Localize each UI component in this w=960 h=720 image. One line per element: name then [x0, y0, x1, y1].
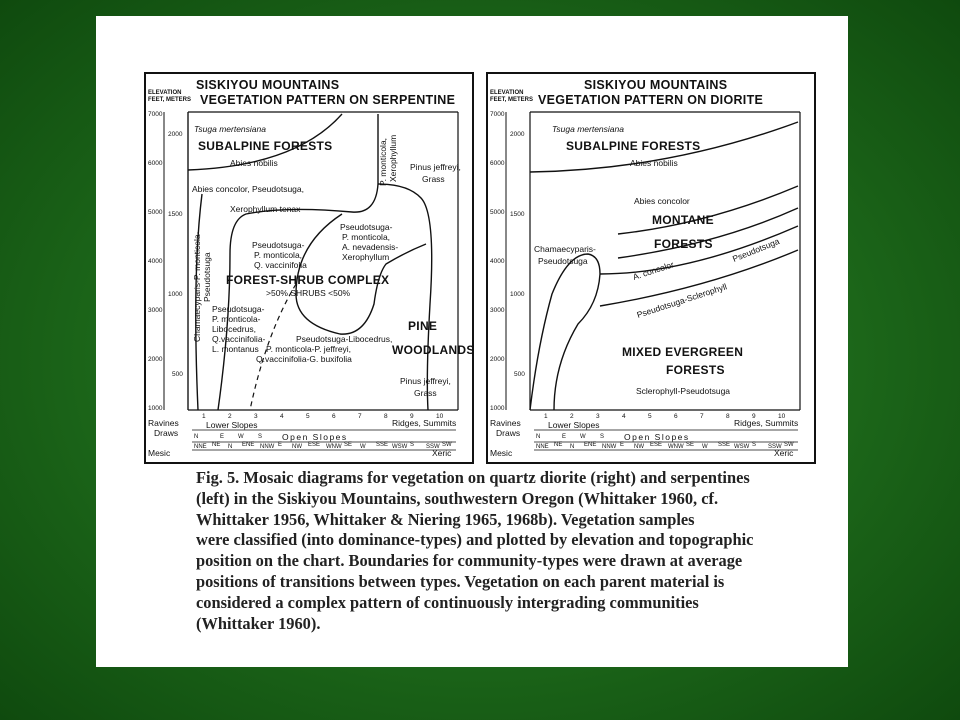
compass-label: NNW: [602, 444, 617, 450]
right-meter-ticks: [510, 131, 525, 378]
label-pseudotsuga-d: Pseudotsuga-Libocedrus,: [296, 334, 393, 344]
label-subalpine-forests: SUBALPINE FORESTS: [566, 139, 701, 153]
label-chamaecyparis-vertical: Chamaecyparis-P. monticola-: [192, 231, 202, 342]
caption-line: Fig. 5. Mosaic diagrams for vegetation on quartz diorite (right) and serpentines: [196, 468, 750, 487]
compass-label: W: [702, 444, 708, 450]
label-q-vaccinifolia-c: Q.vaccinifolia-: [212, 334, 266, 344]
label-pseudotsuga-vertical: Pseudotsuga: [202, 252, 212, 302]
left-gradient-axis: [148, 413, 456, 458]
label-q-vaccinifolia-d: Q.vaccinifolia-G. buxifolia: [256, 354, 352, 364]
label-q-vaccinifolia-b: Q. vaccinifolia: [254, 260, 307, 270]
compass-label: N: [570, 444, 575, 450]
feet-tick: 4000: [490, 258, 505, 265]
label-tsuga: Tsuga mertensiana: [194, 124, 266, 134]
compass-label: SSW: [426, 444, 440, 450]
compass-label: SE: [344, 442, 353, 448]
gradient-tick: 1: [202, 413, 206, 420]
label-abies-nobilis: Abies nobilis: [230, 158, 278, 168]
gradient-tick: 4: [280, 413, 284, 420]
label-l-montanus: L. montanus: [212, 344, 259, 354]
gradient-tick: 7: [700, 413, 704, 420]
compass-label: ENE: [584, 442, 597, 448]
feet-tick: 6000: [148, 160, 163, 167]
gradient-tick: 8: [384, 413, 388, 420]
compass-label: NE: [212, 442, 221, 448]
compass-label: S: [258, 434, 263, 440]
compass-label: E: [620, 442, 625, 448]
label-pinus-jeffreyi-top: Pinus jeffreyi,: [410, 162, 461, 172]
label-open-slopes: Open Slopes: [624, 432, 690, 442]
compass-label: NNE: [194, 444, 207, 450]
label-draws: Draws: [496, 428, 521, 438]
label-draws: Draws: [154, 428, 179, 438]
meter-tick: 500: [514, 371, 525, 378]
compass-label: NW: [292, 444, 302, 450]
label-p-monticola-b: P. monticola,: [254, 250, 303, 260]
caption-line: were classified (into dominance-types) and plotted by elevation and topographic: [196, 530, 754, 550]
label-forests: FORESTS: [654, 237, 713, 251]
diorite-diagram: [486, 72, 816, 464]
feet-tick: 2000: [148, 356, 163, 363]
compass-label: SW: [784, 442, 794, 448]
compass-label: NNE: [536, 444, 549, 450]
caption-line: considered a complex pattern of continuously intergrading communities: [196, 592, 699, 612]
label-pseudotsuga-c: Pseudotsuga-: [212, 304, 265, 314]
label-xerophyllum-a: Xerophyllum: [342, 252, 390, 262]
compass-label: W: [360, 444, 366, 450]
label-woodlands: WOODLANDS: [392, 343, 472, 357]
label-p-monticola-d: P. monticola-P. jeffreyi,: [266, 344, 352, 354]
figure-caption: [196, 468, 816, 634]
gradient-tick: 9: [410, 413, 414, 420]
gradient-tick: 10: [778, 413, 786, 420]
compass-label: E: [278, 442, 283, 448]
feet-tick: 7000: [490, 111, 505, 118]
feet-tick: 5000: [490, 209, 505, 216]
compass-label: NW: [634, 444, 644, 450]
left-feet-ticks: [148, 111, 163, 412]
right-elevation-unit-label: FEET, METERS: [490, 97, 534, 103]
label-mesic: Mesic: [148, 448, 171, 458]
compass-label: W: [238, 434, 244, 440]
label-pseudotsuga-cham: Pseudotsuga: [538, 256, 588, 266]
feet-tick: 6000: [490, 160, 505, 167]
compass-label: S: [410, 442, 415, 448]
label-mixed-evergreen: MIXED EVERGREEN: [622, 345, 744, 359]
label-chamaecyparis: Chamaecyparis-: [534, 244, 596, 254]
compass-label: WNW: [668, 444, 684, 450]
meter-tick: 1000: [168, 291, 183, 298]
label-sclerophyll-pseudotsuga: Sclerophyll-Pseudotsuga: [636, 386, 731, 396]
feet-tick: 2000: [490, 356, 505, 363]
gradient-tick: 7: [358, 413, 362, 420]
label-xerophyllum-tenax: Xerophyllum tenax: [230, 204, 301, 214]
gradient-tick: 8: [726, 413, 730, 420]
caption-line: position on the chart. Boundaries for community-types were drawn at average: [196, 551, 743, 571]
label-pine: PINE: [408, 319, 438, 333]
label-mesic: Mesic: [490, 448, 513, 458]
label-xeric: Xeric: [432, 448, 452, 458]
feet-tick: 3000: [148, 307, 163, 314]
label-pseudotsuga-sclerophyll: Pseudotsuga-Sclerophyll: [635, 281, 729, 320]
label-tsuga: Tsuga mertensiana: [552, 124, 624, 134]
label-ravines: Ravines: [148, 418, 179, 428]
label-a-concolor: A. concolor: [631, 259, 676, 282]
caption-line: (Whittaker 1960).: [196, 613, 321, 633]
caption-line: Whittaker 1956, Whittaker & Niering 1965, 1968b). Vegetation samples: [196, 509, 695, 529]
compass-label: E: [220, 434, 225, 440]
label-shrubs-threshold: >50% SHRUBS <50%: [266, 288, 351, 298]
diorite-diagram-svg: [488, 74, 814, 462]
compass-label: E: [562, 434, 567, 440]
label-pseudotsuga-b: Pseudotsuga-: [252, 240, 305, 250]
compass-label: NNW: [260, 444, 275, 450]
caption-line: positions of transitions between types. Vegetation on each parent material is: [196, 571, 725, 591]
label-ravines: Ravines: [490, 418, 521, 428]
label-grass-top: Grass: [422, 174, 445, 184]
boundary-line: [530, 254, 600, 410]
gradient-tick: 3: [254, 413, 258, 420]
gradient-tick: 6: [332, 413, 336, 420]
gradient-tick: 1: [544, 413, 548, 420]
label-pinus-jeffreyi-bottom: Pinus jeffreyi,: [400, 376, 451, 386]
right-title-line1: SISKIYOU MOUNTAINS: [584, 78, 728, 92]
label-pseudotsuga: Pseudotsuga: [731, 235, 781, 264]
compass-label: ESE: [650, 442, 663, 448]
meter-tick: 1500: [510, 211, 525, 218]
gradient-tick: 10: [436, 413, 444, 420]
gradient-tick: 9: [752, 413, 756, 420]
meter-tick: 1500: [168, 211, 183, 218]
right-title-line2: VEGETATION PATTERN ON DIORITE: [538, 93, 764, 107]
compass-label: WNW: [326, 444, 342, 450]
meter-tick: 1000: [510, 291, 525, 298]
left-title-line1: SISKIYOU MOUNTAINS: [196, 78, 340, 92]
label-pseudotsuga-a: Pseudotsuga-: [340, 222, 393, 232]
serpentine-diagram: [144, 72, 474, 464]
compass-label: WSW: [734, 444, 750, 450]
compass-label: S: [600, 434, 605, 440]
label-grass-bottom: Grass: [414, 388, 437, 398]
meter-tick: 2000: [168, 131, 183, 138]
gradient-tick: 6: [674, 413, 678, 420]
label-mixed-forests: FORESTS: [666, 363, 725, 377]
compass-label: N: [536, 434, 541, 440]
compass-label: SSE: [376, 442, 389, 448]
gradient-tick: 2: [570, 413, 574, 420]
right-gradient-axis: [490, 413, 798, 458]
gradient-tick: 2: [228, 413, 232, 420]
compass-label: S: [752, 442, 757, 448]
label-p-monticola: P. monticola,: [378, 137, 388, 186]
serpentine-diagram-svg: [146, 74, 472, 462]
label-abies-concolor: Abies concolor, Pseudotsuga,: [192, 184, 304, 194]
feet-tick: 5000: [148, 209, 163, 216]
label-abies-nobilis: Abies nobilis: [630, 158, 678, 168]
feet-tick: 3000: [490, 307, 505, 314]
label-abies-concolor: Abies concolor: [634, 196, 690, 206]
label-a-nevadensis: A. nevadensis-: [342, 242, 399, 252]
compass-label: SSW: [768, 444, 782, 450]
feet-tick: 7000: [148, 111, 163, 118]
feet-tick: 1000: [490, 405, 505, 412]
label-xeric: Xeric: [774, 448, 794, 458]
label-lower-slopes: Lower Slopes: [206, 420, 258, 430]
right-elevation-label: ELEVATION: [490, 90, 524, 96]
label-montane: MONTANE: [652, 213, 714, 227]
gradient-tick: 5: [648, 413, 652, 420]
label-p-monticola-c: P. monticola-: [212, 314, 261, 324]
label-subalpine-forests: SUBALPINE FORESTS: [198, 139, 333, 153]
caption-line: (left) in the Siskiyou Mountains, southwestern Oregon (Whittaker 1960, cf.: [196, 488, 719, 508]
label-ridges-summits: Ridges, Summits: [734, 418, 799, 428]
label-forest-shrub-complex: FOREST-SHRUB COMPLEX: [226, 273, 390, 287]
compass-label: N: [194, 434, 199, 440]
label-open-slopes: Open Slopes: [282, 432, 348, 442]
feet-tick: 1000: [148, 405, 163, 412]
compass-label: W: [580, 434, 586, 440]
gradient-tick: 3: [596, 413, 600, 420]
compass-label: ENE: [242, 442, 255, 448]
slide: [96, 16, 848, 667]
compass-label: SSE: [718, 442, 731, 448]
left-elevation-unit-label: FEET, METERS: [148, 97, 192, 103]
right-feet-ticks: [490, 111, 505, 412]
feet-tick: 4000: [148, 258, 163, 265]
meter-tick: 2000: [510, 131, 525, 138]
compass-label: SW: [442, 442, 452, 448]
label-p-monticola-a: P. monticola,: [342, 232, 391, 242]
compass-label: NE: [554, 442, 563, 448]
left-elevation-label: ELEVATION: [148, 90, 182, 96]
label-ridges-summits: Ridges, Summits: [392, 418, 457, 428]
gradient-tick: 5: [306, 413, 310, 420]
meter-tick: 500: [172, 371, 183, 378]
label-libocedrus-c: Libocedrus,: [212, 324, 256, 334]
compass-label: N: [228, 444, 233, 450]
left-title-line2: VEGETATION PATTERN ON SERPENTINE: [200, 93, 456, 107]
label-lower-slopes: Lower Slopes: [548, 420, 600, 430]
label-xerophyllum-vertical: Xerophyllum: [388, 134, 398, 182]
compass-label: SE: [686, 442, 695, 448]
compass-label: WSW: [392, 444, 408, 450]
left-meter-ticks: [168, 131, 183, 378]
gradient-tick: 4: [622, 413, 626, 420]
compass-label: ESE: [308, 442, 321, 448]
